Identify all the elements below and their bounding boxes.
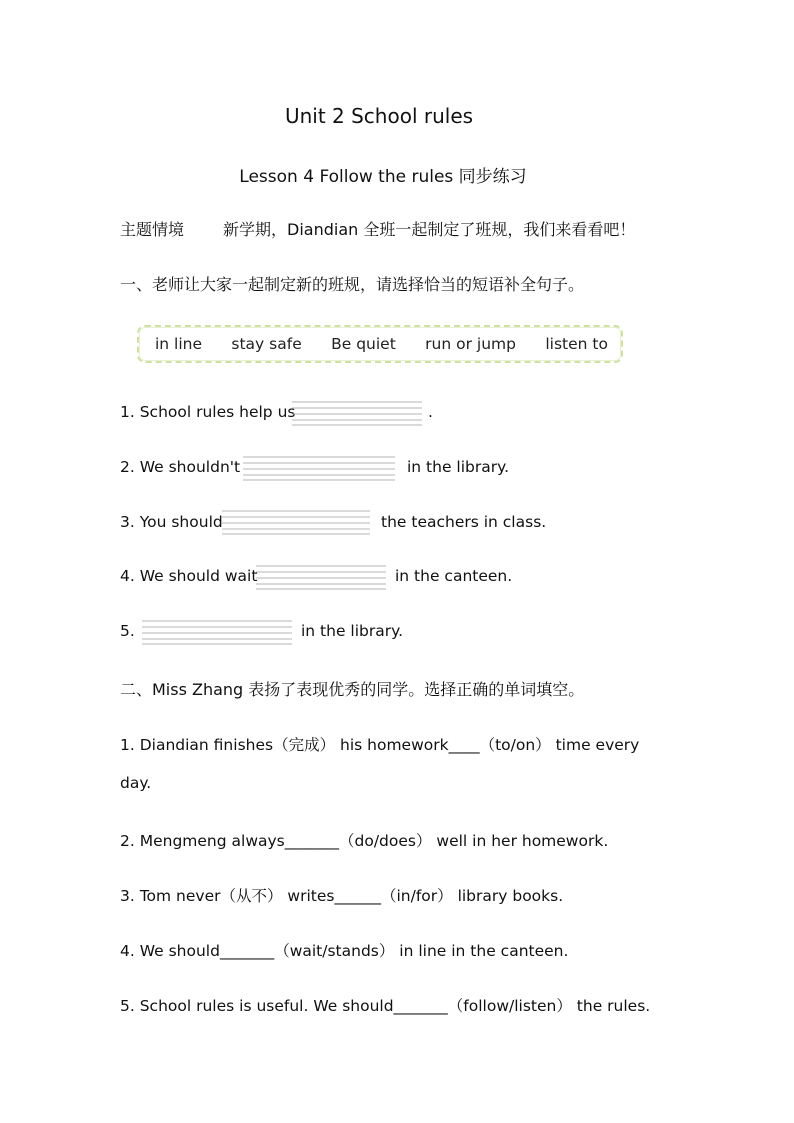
answer-blank-3[interactable] [222, 509, 372, 533]
question-4-text: 4. We should wait [120, 567, 258, 585]
fill-question-4: 4. We should_______（wait/stands） in line in the canteen. [120, 942, 569, 960]
answer-blank-2[interactable] [243, 455, 397, 479]
question-1-end: . [428, 403, 433, 421]
phrase-option: listen to [545, 335, 608, 353]
answer-blank-5[interactable] [142, 619, 294, 643]
theme-text: 新学期，Diandian 全班一起制定了班规，我们来看看吧！ [223, 220, 636, 239]
question-1-text: 1. School rules help us [120, 403, 296, 421]
worksheet-subtitle: Lesson 4 Follow the rules 同步练习 [239, 167, 527, 187]
question-5-end: in the library. [301, 622, 404, 640]
theme-label: 主题情境 [120, 220, 185, 239]
phrase-option: run or jump [425, 335, 516, 353]
question-4-end: in the canteen. [395, 567, 513, 585]
question-3-end: the teachers in class. [381, 513, 547, 531]
question-5-text: 5. [120, 622, 135, 640]
phrase-option: stay safe [231, 335, 302, 353]
section2-heading: 二、Miss Zhang 表扬了表现优秀的同学。选择正确的单词填空。 [120, 680, 585, 699]
phrase-option: in line [155, 335, 203, 353]
answer-blank-4[interactable] [256, 564, 388, 588]
fill-question-1-cont: day. [120, 774, 152, 792]
question-2-end: in the library. [407, 458, 510, 476]
fill-question-1: 1. Diandian finishes（完成） his homework____（to/on） time every [120, 736, 640, 754]
phrase-bank [137, 325, 623, 363]
answer-blank-1[interactable] [292, 400, 424, 424]
question-3-text: 3. You should [120, 513, 223, 531]
question-2-text: 2. We shouldn't [120, 458, 241, 476]
fill-question-5: 5. School rules is useful. We should_______（follow/listen） the rules. [120, 997, 651, 1015]
worksheet-title: Unit 2 School rules [284, 104, 474, 128]
section1-heading: 一、老师让大家一起制定新的班规，请选择恰当的短语补全句子。 [120, 275, 585, 294]
phrase-option: Be quiet [331, 335, 396, 353]
fill-question-2: 2. Mengmeng always_______（do/does） well in her homework. [120, 832, 609, 850]
fill-question-3: 3. Tom never（从不） writes______（in/for） library books. [120, 887, 564, 905]
